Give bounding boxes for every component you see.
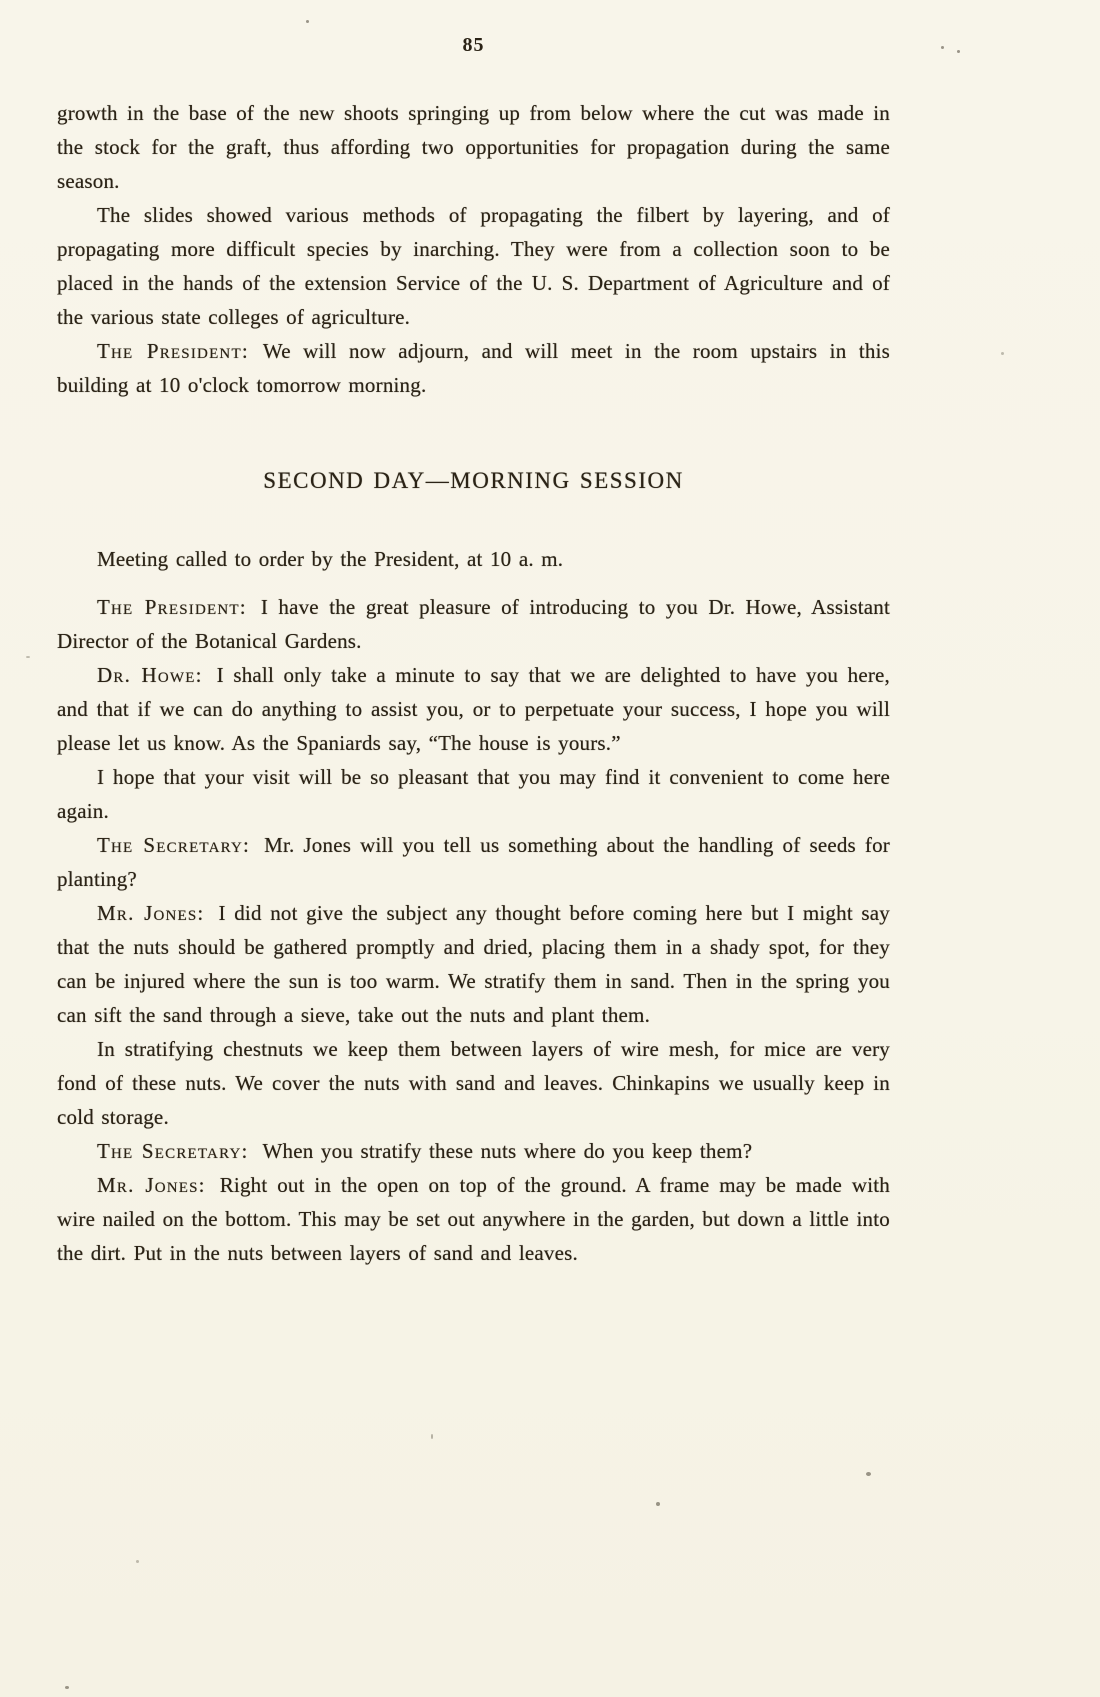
scan-speck [656, 1502, 660, 1506]
paragraph-text: Meeting called to order by the President, at 10 a. m. [97, 547, 564, 571]
paragraph [57, 542, 890, 576]
paragraph-text: When you stratify these nuts where do you keep them? [262, 1139, 753, 1163]
paragraph [57, 96, 890, 198]
paragraph-text: In stratifying chestnuts we keep them between layers of wire mesh, for mice are very fond of these nuts. We cover the nuts with sand and leaves. Chinkapins we usually keep in cold storage. [57, 1037, 890, 1129]
scan-speck [957, 50, 960, 53]
paragraph [57, 760, 890, 828]
scan-speck [136, 1560, 139, 1563]
scan-speck [306, 20, 309, 23]
scan-speck [1001, 352, 1004, 355]
paragraph [57, 198, 890, 334]
scan-speck [866, 1472, 871, 1476]
paragraph-text: I have the great pleasure of introducing to you Dr. Howe, Assistant Director of the Botanical Gardens. [57, 595, 890, 653]
speaker-label: The President: [97, 339, 249, 363]
paragraph [57, 1168, 890, 1270]
paragraph [57, 828, 890, 896]
scan-speck [431, 1434, 433, 1439]
speaker-label: Dr. Howe: [97, 663, 203, 687]
paragraph [57, 658, 890, 760]
paragraph-text: Mr. Jones will you tell us something about the handling of seeds for planting? [57, 833, 891, 891]
paragraph [57, 334, 890, 402]
paragraph-text: I did not give the subject any thought before coming here but I might say that the nuts should be gathered promptly and dried, placing them in a shady spot, for they can be injured where the sun is too warm. We stratify them in sand. Then in the spring you can sift the sand through a sieve, take out the nuts and plant them. [57, 901, 891, 1027]
speaker-label: The Secretary: [97, 1139, 249, 1163]
paragraph-text: We will now adjourn, and will meet in the room upstairs in this building at 10 o'clock tomorrow morning. [57, 339, 890, 397]
speaker-label: Mr. Jones: [97, 1173, 206, 1197]
paragraph [57, 1134, 890, 1168]
paragraph-text: growth in the base of the new shoots springing up from below where the cut was made in the stock for the graft, thus affording two opportunities for propagation during the same season. [57, 101, 890, 193]
paragraph-text: Right out in the open on top of the ground. A frame may be made with wire nailed on the bottom. This may be set out anywhere in the garden, but down a little into the dirt. Put in the nuts between layers of sand and leaves. [57, 1173, 891, 1265]
section-heading: SECOND DAY—MORNING SESSION [263, 468, 684, 493]
scan-speck [65, 1686, 69, 1689]
speaker-label: The Secretary: [97, 833, 251, 857]
paragraph [57, 590, 890, 658]
paragraph-text: I shall only take a minute to say that we are delighted to have you here, and that if we can do anything to assist you, or to perpetuate your success, I hope you will please let us know. As the Spaniards say, “The house is yours.” [57, 663, 891, 755]
speaker-label: Mr. Jones: [97, 901, 205, 925]
paragraph-text: I hope that your visit will be so pleasant that you may find it convenient to come here again. [57, 765, 890, 823]
scan-speck [26, 656, 30, 658]
scan-speck [941, 46, 944, 49]
page-number: 85 [462, 34, 485, 56]
paragraph-text: The slides showed various methods of propagating the filbert by layering, and of propagating more difficult species by inarching. They were from a collection soon to be placed in the hands of the extension Service of the U. S. Department of Agriculture and of the various state colleges of agriculture. [57, 203, 890, 329]
body-text [57, 96, 890, 1270]
speaker-label: The President: [97, 595, 247, 619]
paragraph [57, 1032, 890, 1134]
paragraph [57, 896, 890, 1032]
